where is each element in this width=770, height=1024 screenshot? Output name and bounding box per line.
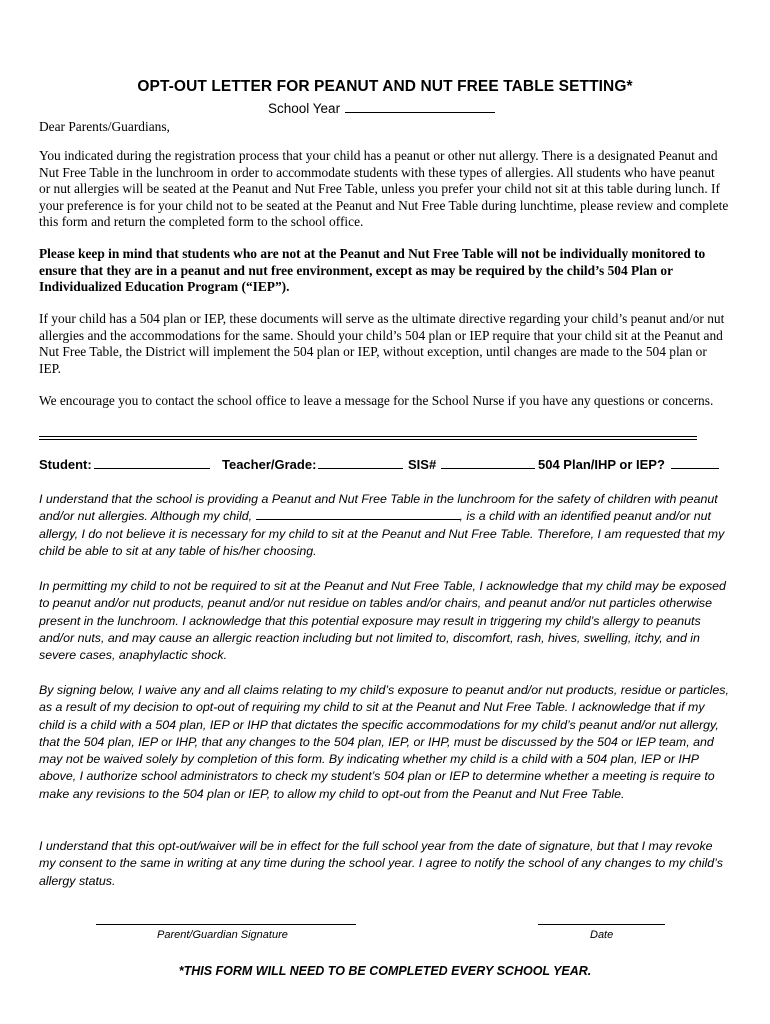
intro-paragraph: You indicated during the registration process that your child has a peanut or other nut allergy. There is a designated Peanut and Nut Free Table in the lunchroom in order to accommodate students with these types of allergies. All students who have peanut or nut allergies will be seated at the Peanut and Nut Free Table, unless you prefer your child not sit at this table during lunch. If your preference is for your child not to be seated at the Peanut and Nut Free Table during lunchtime, please review and complete this form and return the completed form to the school office. bbox=[39, 148, 729, 230]
section-divider bbox=[39, 436, 697, 440]
student-field bbox=[39, 456, 210, 472]
footer-note: *THIS FORM WILL NEED TO BE COMPLETED EVERY SCHOOL YEAR. bbox=[178, 964, 592, 978]
student-label: Student: bbox=[39, 457, 92, 472]
plan-paragraph: If your child has a 504 plan or IEP, these documents will serve as the ultimate directive regarding your child’s peanut and/or nut allergies and the accommodations for the same. Should your child’s 504 plan or IEP require that your child sit at the Peanut and Nut Free Table, the District will implement the 504 plan or IEP, without exception, until changes are made to the 504 plan or IEP. bbox=[39, 311, 725, 376]
waiver-paragraph-4: I understand that this opt-out/waiver will be in effect for the full school year from the date of signature, but that I may revoke my consent to the same in writing at any time during the school year. I agree to notify the school of any changes to my child’s allergy status. bbox=[39, 839, 723, 888]
plan-field bbox=[538, 456, 719, 472]
waiver-paragraph-3: By signing below, I waive any and all claims relating to my child’s exposure to peanut and/or nut products, residue or particles, as a result of my decision to opt-out of requiring my child to sit at the Peanut and Nut Free Table. I acknowledge that if my child is a child with a 504 plan, IEP or IHP that dictates the specific accommodations for my child’s peanut and/or nut allergy, that the 504 plan, IEP or IHP, that any changes to the 504 plan, IEP, or IHP, must be discussed by the 504 or IEP team, and may not be waived solely by completion of this form. By indicating whether my child is a child with a 504 plan, IEP or IHP above, I authorize school administrators to check my student’s 504 plan or IEP to determine whether a meeting is require to make any revisions to the 504 plan or IEP, to allow my child to opt-out from the Peanut and Nut Free Table. bbox=[39, 683, 729, 801]
teacher-grade-field bbox=[222, 456, 403, 472]
parent-signature-label: Parent/Guardian Signature bbox=[157, 929, 288, 941]
school-year-field bbox=[268, 100, 495, 116]
school-year-label: School Year bbox=[268, 101, 341, 116]
waiver-text-a: I understand that the school is providing a Peanut and Nut Free Table in the lunchroom for the safety of children with peanut and/or nut allergies. Although my child, bbox=[39, 492, 718, 524]
waiver-paragraph-2: In permitting my child to not be required to sit at the Peanut and Nut Free Table, I acknowledge that my child may be exposed to peanut and/or nut products, peanut and/or nut residue on tables and/or chairs, and peanut and/or nut particles otherwise present in the lunchroom. I acknowledge that this potential exposure may result in triggering my child’s allergy to peanuts and/or nuts, and may cause an allergic reaction including but not limited to, discomfort, rash, hives, swelling, itchy, and in severe cases, anaphylactic shock. bbox=[39, 579, 726, 663]
sis-blank[interactable] bbox=[441, 456, 535, 469]
salutation: Dear Parents/Guardians, bbox=[39, 119, 170, 134]
student-blank[interactable] bbox=[94, 456, 210, 469]
school-year-blank[interactable] bbox=[345, 100, 495, 113]
monitoring-notice: Please keep in mind that students who are not at the Peanut and Nut Free Table will not be individually monitored to ensure that they are in a peanut and nut free environment, except as may be required by the child’s 504 Plan or Individualized Education Program (“IEP”). bbox=[39, 246, 706, 295]
parent-signature-line[interactable] bbox=[96, 924, 356, 925]
waiver-paragraph-1 bbox=[39, 491, 729, 560]
waiver-text-b: , is a child with an identified peanut and/or nut allergy, I do not believe it is necessary for my child to sit at the Peanut and Nut Free Table. Therefore, I am requested that my child be able to sit at any table of his/her choosing. bbox=[39, 509, 725, 558]
teacher-grade-label: Teacher/Grade: bbox=[222, 457, 317, 472]
date-line[interactable] bbox=[538, 924, 665, 925]
sis-field bbox=[408, 456, 535, 472]
child-name-blank[interactable] bbox=[256, 508, 460, 520]
document-title: OPT-OUT LETTER FOR PEANUT AND NUT FREE TABLE SETTING* bbox=[137, 78, 633, 95]
plan-blank[interactable] bbox=[671, 456, 719, 469]
contact-paragraph: We encourage you to contact the school office to leave a message for the School Nurse if you have any questions or concerns. bbox=[39, 393, 714, 408]
sis-label: SIS# bbox=[408, 457, 437, 472]
plan-label: 504 Plan/IHP or IEP? bbox=[538, 457, 665, 472]
date-label: Date bbox=[590, 929, 614, 941]
teacher-grade-blank[interactable] bbox=[318, 456, 403, 469]
